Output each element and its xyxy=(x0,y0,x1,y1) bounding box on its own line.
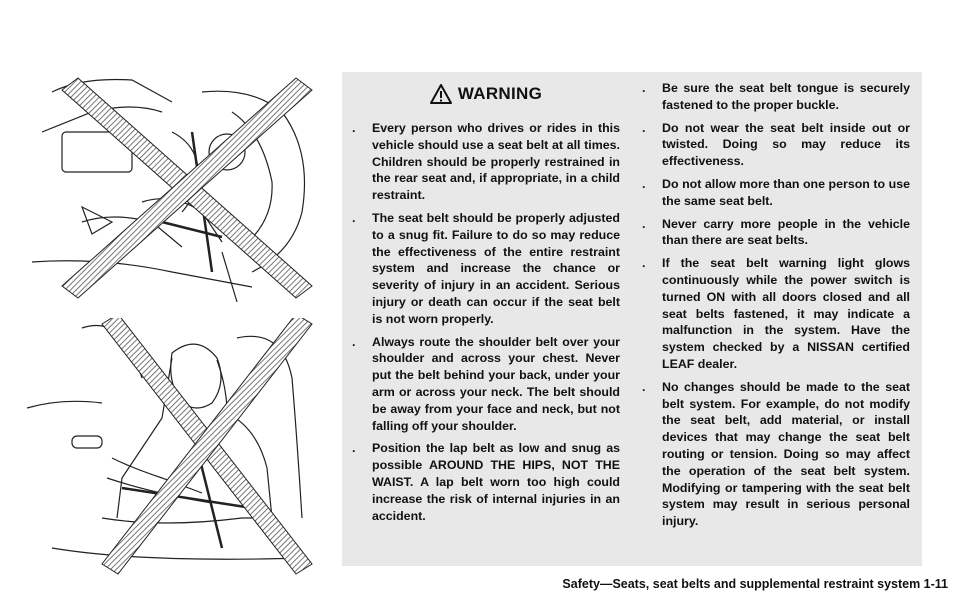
warning-header xyxy=(342,72,630,116)
warning-column-left xyxy=(350,120,620,530)
bullet-dot: . xyxy=(642,81,646,95)
warning-triangle-icon xyxy=(430,84,452,104)
warning-bullet xyxy=(640,80,910,114)
warning-bullet xyxy=(640,176,910,210)
bullet-dot: . xyxy=(352,334,356,349)
bullet-dot: . xyxy=(642,176,646,191)
bullet-text: Do not allow more than one person to use the same seat belt. xyxy=(662,176,910,208)
bullet-text: If the seat belt warning light glows continuously while the power switch is turned ON with all doors closed and all seat belts fastened, it may indicate a malfunction in the system. Have the system checked by a NISSAN certified LEAF dealer. xyxy=(662,256,910,371)
bullet-text: Be sure the seat belt tongue is securely fastened to the proper buckle. xyxy=(662,81,910,112)
warning-bullet xyxy=(350,210,620,328)
bullet-text: Every person who drives or rides in this vehicle should use a seat belt at all times. Children should be properly restrained in the rear seat and, if appropriate, in a child restraint. xyxy=(372,121,620,203)
warning-panel xyxy=(342,72,922,566)
bullet-text: Do not wear the seat belt inside out or twisted. Doing so may reduce its effectiveness. xyxy=(662,120,910,169)
bullet-dot: . xyxy=(642,120,646,135)
bullet-dot: . xyxy=(352,210,356,225)
warning-title: WARNING xyxy=(457,84,543,103)
bullet-dot: . xyxy=(352,121,356,135)
illustration-belt-misrouted-incorrect xyxy=(22,318,337,580)
bullet-dot: . xyxy=(352,441,356,456)
bullet-text: Position the lap belt as low and snug as possible AROUND THE HIPS, NOT THE WAIST. A lap belt worn too high could increase the risk of internal injuries in an accident. xyxy=(372,441,620,523)
warning-bullet xyxy=(350,120,620,204)
bullet-dot: . xyxy=(642,216,646,231)
bullet-text: No changes should be made to the seat belt system. For example, do not modify the seat belt, add material, or install devices that may change the seat belt routing or tension. Doing so may affect the operation of the seat belt system. Modifying or tampering with the seat belt system may result in serious personal injury. xyxy=(662,379,910,529)
bullet-text: Always route the shoulder belt over your shoulder and across your chest. Never put the belt behind your back, under your arm or across your neck. The belt should be away from your face and neck, but not falling off your shoulder. xyxy=(372,334,620,433)
warning-bullet xyxy=(640,120,910,170)
warning-bullet xyxy=(640,255,910,373)
warning-bullet xyxy=(640,379,910,530)
illustration-reclined-seat-incorrect xyxy=(22,72,337,304)
reclined-seat-drawing xyxy=(22,72,337,304)
bullet-text: Never carry more people in the vehicle than there are seat belts. xyxy=(662,216,910,248)
page-footer: Safety—Seats, seat belts and supplemental restraint system 1-11 xyxy=(562,577,948,591)
warning-bullet xyxy=(350,334,620,435)
bullet-dot: . xyxy=(642,256,646,271)
misrouted-belt-drawing xyxy=(22,318,337,580)
bullet-dot: . xyxy=(642,379,646,394)
bullet-text: The seat belt should be properly adjusted to a snug fit. Failure to do so may reduce the effectiveness of the entire restraint system and increase the chance or severity of injury in an accident. Serious injury or death can occur if the seat belt is not worn properly. xyxy=(372,210,620,326)
warning-bullet xyxy=(350,440,620,524)
warning-column-right xyxy=(640,80,910,536)
warning-bullet xyxy=(640,216,910,250)
